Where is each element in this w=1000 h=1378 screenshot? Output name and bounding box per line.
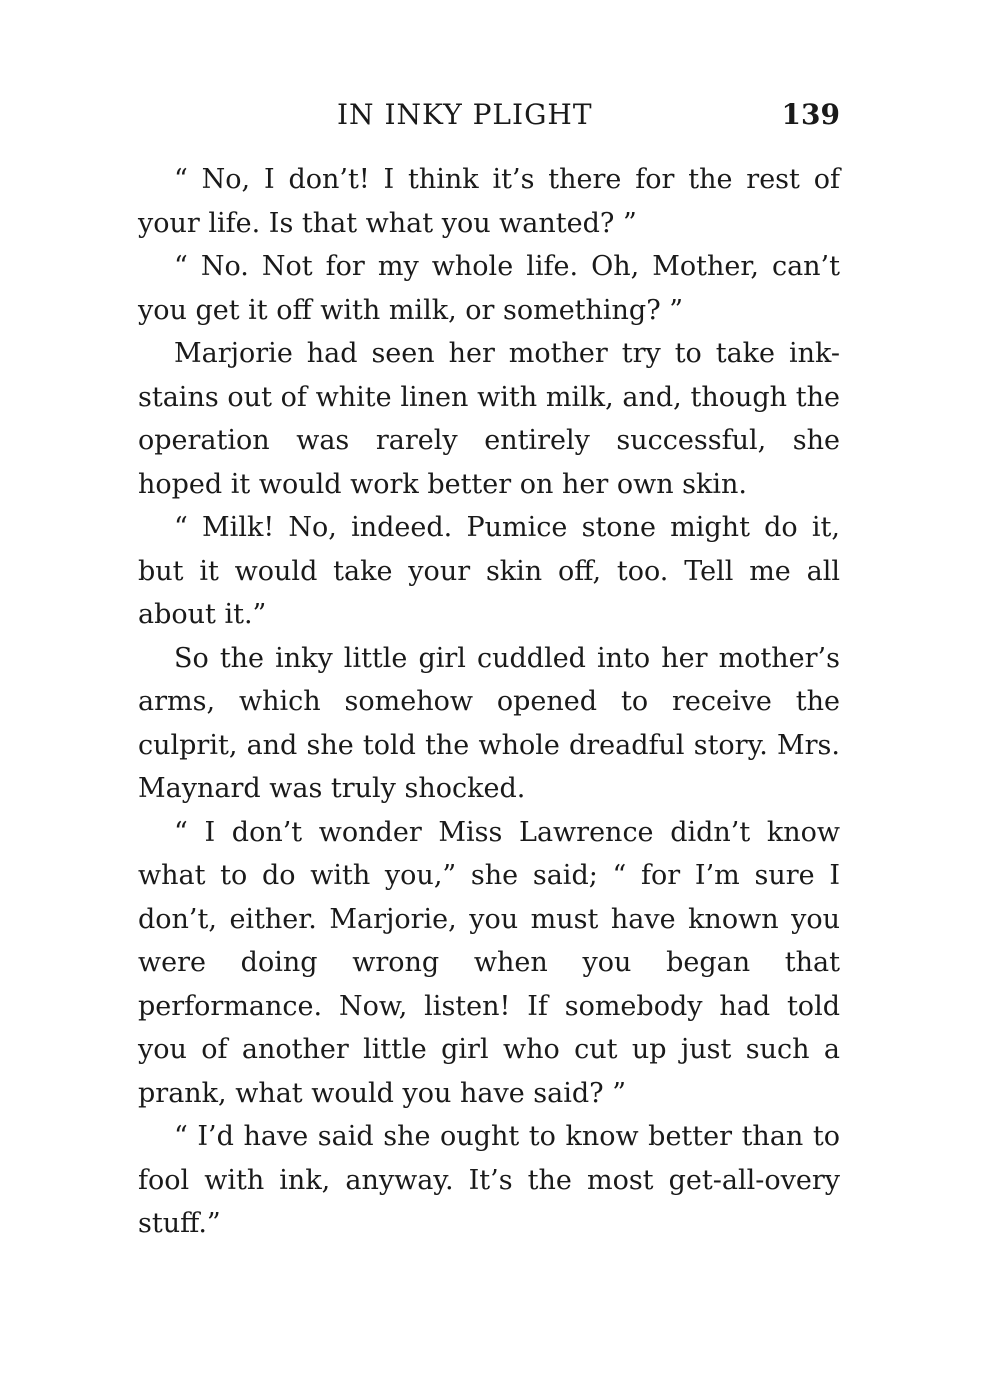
paragraph: Marjorie had seen her mother try to take ink-stains out of white linen with milk, and, though the operation was rarely entirely successful, she hoped it would work better on her own skin. [138, 338, 840, 500]
running-title: IN INKY PLIGHT [337, 98, 593, 131]
paragraph: So the inky little girl cuddled into her mother’s arms, which somehow opened to receive the culprit, and she told the whole dreadful story. Mrs. Maynard was truly shocked. [138, 642, 840, 804]
paragraph: “ No. Not for my whole life. Oh, Mother, can’t you get it off with milk, or something? ” [138, 251, 840, 326]
body-text [138, 158, 840, 1246]
paragraph: “ No, I don’t! I think it’s there for the rest of your life. Is that what you wanted? ” [138, 164, 840, 239]
paragraph: “ I’d have said she ought to know better than to fool with ink, anyway. It’s the most get-all-overy stuff.” [138, 1121, 840, 1239]
running-head [140, 98, 840, 138]
paragraph: “ I don’t wonder Miss Lawrence didn’t know what to do with you,” she said; “ for I’m sure I don’t, either. Marjorie, you must have known you were doing wrong when you began that performance. Now, listen! If somebody had told you of another little girl who cut up just such a prank, what would you have said? ” [138, 816, 840, 1109]
paragraph: “ Milk! No, indeed. Pumice stone might do it, but it would take your skin off, too. Tell me all about it.” [138, 512, 840, 630]
page-number: 139 [781, 98, 840, 131]
